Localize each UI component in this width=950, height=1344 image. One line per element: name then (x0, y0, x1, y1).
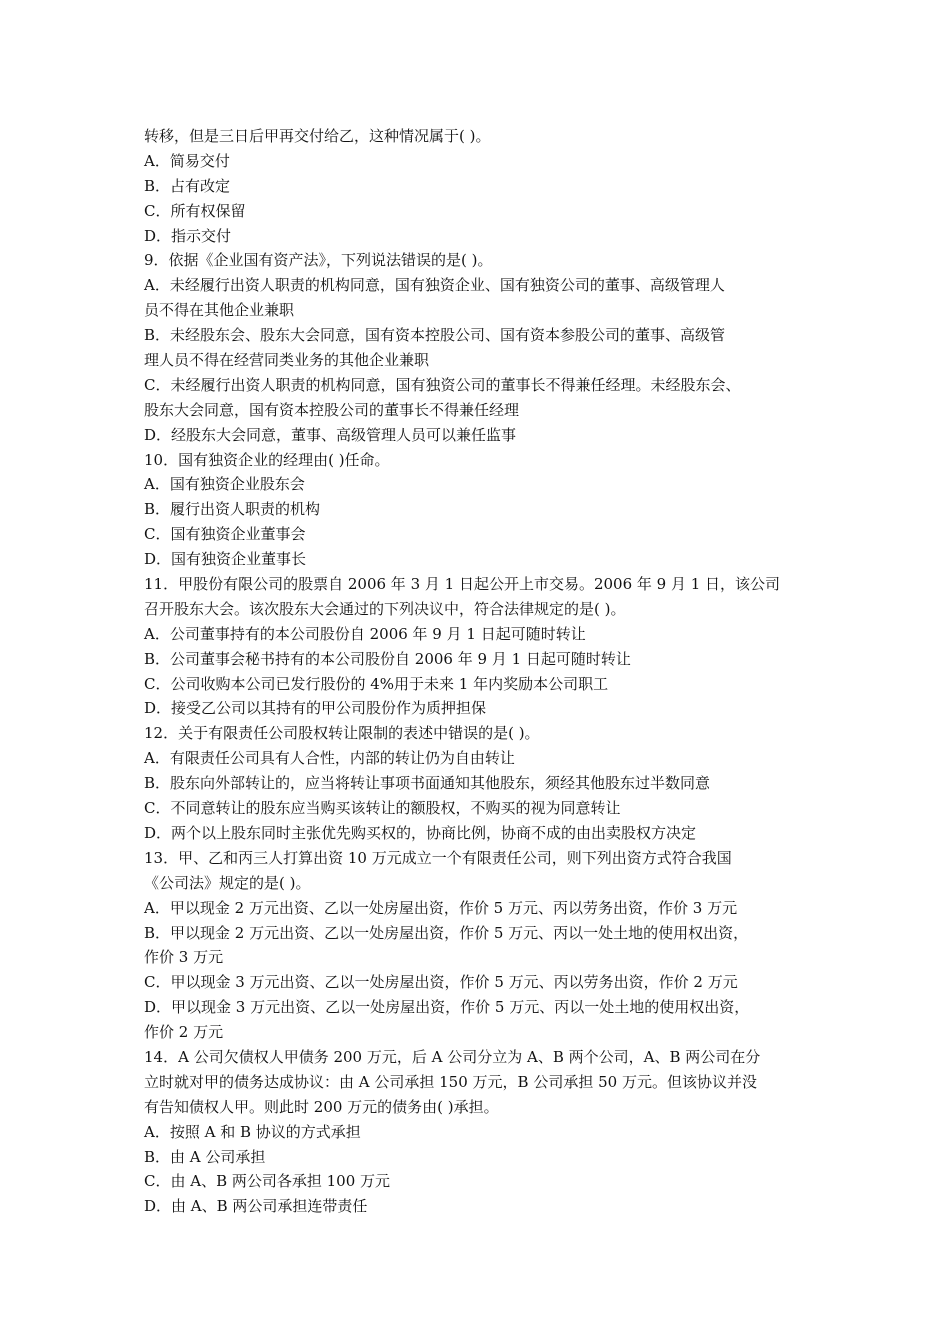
question-9-option-a-continued: 员不得在其他企业兼职 (144, 301, 295, 320)
question-9-stem: 9．依据《企业国有资产法》，下列说法错误的是( )。 (144, 251, 493, 270)
question-12-option-b: B．股东向外部转让的，应当将转让事项书面通知其他股东，须经其他股东过半数同意 (144, 774, 711, 793)
question-11-option-b: B．公司董事会秘书持有的本公司股份自 2006 年 9 月 1 日起可随时转让 (144, 649, 631, 668)
question-14-stem: 14．A 公司欠债权人甲债务 200 万元，后 A 公司分立为 A、B 两个公司，A、B 两公司在分 (144, 1047, 761, 1066)
question-11-option-d: D．接受乙公司以其持有的甲公司股份作为质押担保 (144, 699, 487, 718)
question-13-option-b: B．甲以现金 2 万元出资、乙以一处房屋出资，作价 5 万元、丙以一处土地的使用权出资， (144, 923, 749, 942)
question-13-option-a: A．甲以现金 2 万元出资、乙以一处房屋出资，作价 5 万元、丙以劳务出资，作价 3 万元 (144, 898, 738, 917)
question-8-option-b: B．占有改定 (144, 176, 231, 195)
question-9-option-b-continued: 理人员不得在经营同类业务的其他企业兼职 (144, 351, 430, 370)
question-10-option-a: A．国有独资企业股东会 (144, 475, 305, 494)
question-10-stem: 10．国有独资企业的经理由( )任命。 (144, 450, 390, 469)
question-9-option-d: D．经股东大会同意，董事、高级管理人员可以兼任监事 (144, 425, 517, 444)
question-8-option-c: C．所有权保留 (144, 201, 246, 220)
question-14-stem-continued-2: 有告知债权人甲。则此时 200 万元的债务由( )承担。 (144, 1097, 499, 1116)
question-13-stem: 13．甲、乙和丙三人打算出资 10 万元成立一个有限责任公司，则下列出资方式符合我国 (144, 848, 732, 867)
question-10-option-b: B．履行出资人职责的机构 (144, 500, 321, 519)
question-10-option-d: D．国有独资企业董事长 (144, 550, 307, 569)
question-13-option-d-continued: 作价 2 万元 (144, 1023, 224, 1042)
question-9-option-c-continued: 股东大会同意，国有资本控股公司的董事长不得兼任经理 (144, 400, 520, 419)
question-13-option-b-continued: 作价 3 万元 (144, 948, 224, 967)
question-8-stem-continued: 转移，但是三日后甲再交付给乙，这种情况属于( )。 (144, 127, 491, 145)
question-10-option-c: C．国有独资企业董事会 (144, 525, 306, 544)
document-body (144, 124, 820, 1219)
question-14-option-a: A．按照 A 和 B 协议的方式承担 (144, 1122, 361, 1141)
question-11-option-a: A．公司董事持有的本公司股份自 2006 年 9 月 1 日起可随时转让 (144, 624, 586, 643)
question-9-option-a: A．未经履行出资人职责的机构同意，国有独资企业、国有独资公司的董事、高级管理人 (144, 276, 725, 295)
question-11-stem: 11．甲股份有限公司的股票自 2006 年 3 月 1 日起公开上市交易。2006 年 9 月 1 日，该公司 (144, 575, 781, 594)
question-11-stem-continued: 召开股东大会。该次股东大会通过的下列决议中，符合法律规定的是( )。 (144, 599, 626, 618)
question-14-option-c: C．由 A、B 两公司各承担 100 万元 (144, 1172, 391, 1191)
question-12-option-a: A．有限责任公司具有人合性，内部的转让仍为自由转让 (144, 749, 515, 768)
question-9-option-c: C．未经履行出资人职责的机构同意，国有独资公司的董事长不得兼任经理。未经股东会、 (144, 375, 741, 394)
question-12-option-d: D．两个以上股东同时主张优先购买权的，协商比例，协商不成的由出卖股权方决定 (144, 823, 697, 842)
question-13-option-d: D．甲以现金 3 万元出资、乙以一处房屋出资，作价 5 万元、丙以一处土地的使用权出资， (144, 998, 750, 1017)
question-14-option-d: D．由 A、B 两公司承担连带责任 (144, 1197, 368, 1216)
question-8-option-a: A．简易交付 (144, 151, 230, 170)
question-12-stem: 12．关于有限责任公司股权转让限制的表述中错误的是( )。 (144, 724, 540, 743)
question-13-option-c: C．甲以现金 3 万元出资、乙以一处房屋出资，作价 5 万元、丙以劳务出资，作价 2 万元 (144, 973, 738, 992)
question-11-option-c: C．公司收购本公司已发行股份的 4%用于未来 1 年内奖励本公司职工 (144, 674, 609, 693)
question-8-option-d: D．指示交付 (144, 226, 232, 245)
question-9-option-b: B．未经股东会、股东大会同意，国有资本控股公司、国有资本参股公司的董事、高级管 (144, 326, 726, 345)
question-13-stem-continued: 《公司法》规定的是( )。 (144, 873, 311, 892)
question-14-option-b: B．由 A 公司承担 (144, 1147, 266, 1166)
question-12-option-c: C．不同意转让的股东应当购买该转让的额股权，不购买的视为同意转让 (144, 799, 621, 818)
question-14-stem-continued-1: 立时就对甲的债务达成协议：由 A 公司承担 150 万元，B 公司承担 50 万元。但该协议并没 (144, 1072, 757, 1091)
